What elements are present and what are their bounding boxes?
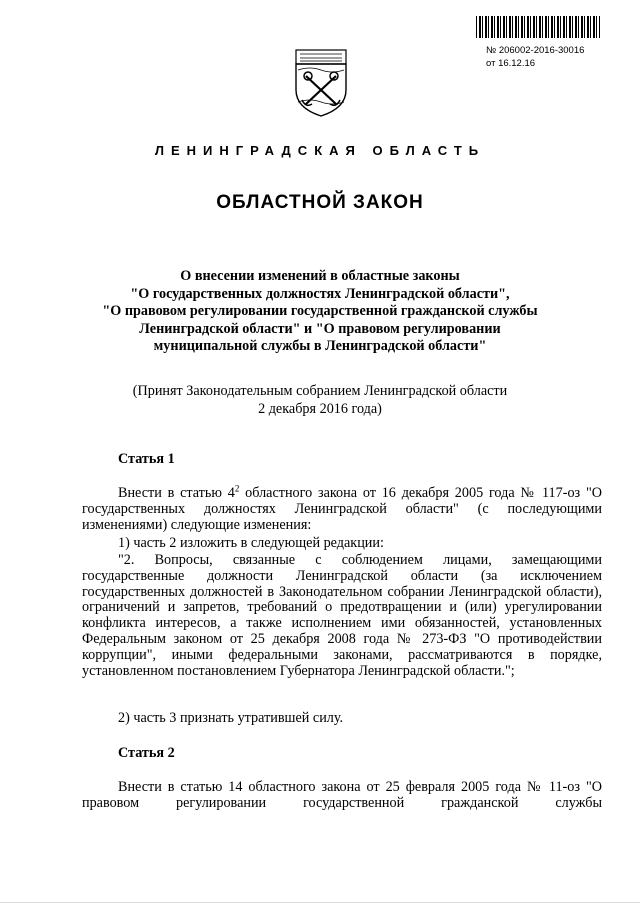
page-edge	[0, 902, 640, 903]
article-2-heading: Статья 2	[118, 745, 175, 761]
article-1-intro-pre: Внести в статью 4	[118, 485, 235, 501]
adoption-line: (Принят Законодательным собранием Ленинградской области	[132, 383, 508, 399]
article-1-heading: Статья 1	[118, 451, 175, 467]
article-1-item-1: 1) часть 2 изложить в следующей редакции:	[118, 535, 384, 551]
coat-of-arms-icon	[290, 46, 352, 118]
title-line: "О государственных должностях Ленинградской области",	[130, 285, 510, 302]
law-title	[60, 268, 580, 356]
registration-stamp	[486, 44, 584, 70]
adoption-note	[60, 383, 580, 418]
article-1-quote: "2. Вопросы, связанные с соблюдением лицами, замещающими государственные должности Ленинградской области (за исключением государственных должностей в Законодательном собрании Ленинградской области), ограничений и запретов, требований о предотвращении и (или) урегулировании конфликта интересов, а также исполнением ими обязанностей, установленных Федеральным законом от 25 декабря 2008 года № 273-ФЗ "О противодействии коррупции", иными федеральными законами, рассматриваются в порядке, установленном постановлением Губернатора Ленинградской области.";	[82, 552, 602, 679]
title-line: "О правовом регулировании государственной гражданской службы	[102, 303, 538, 319]
barcode	[476, 16, 600, 38]
article-1-intro-sup: 2	[234, 483, 240, 494]
article-1-intro	[82, 483, 602, 533]
article-1-item-2: 2) часть 3 признать утратившей силу.	[118, 710, 344, 726]
title-line: Ленинградской области" и "О правовом регулировании	[139, 320, 501, 337]
region-name: ЛЕНИНГРАДСКАЯ ОБЛАСТЬ	[154, 143, 486, 158]
title-line: О внесении изменений в областные законы	[180, 268, 460, 284]
adoption-line: 2 декабря 2016 года)	[258, 400, 382, 417]
article-1-intro-post: областного закона от 16 декабря 2005 года № 117-оз "О государственных должностях Ленинградской области" (с последующими изменениями) следующие изменения:	[82, 485, 602, 533]
title-line: муниципальной службы в Ленинградской области"	[153, 338, 487, 354]
document-type: ОБЛАСТНОЙ ЗАКОН	[216, 192, 424, 213]
article-2-intro: Внести в статью 14 областного закона от 25 февраля 2005 года № 11-оз "О правовом регулировании государственной гражданской службы	[82, 779, 602, 811]
registration-number: № 206002-2016-30016	[486, 45, 585, 56]
registration-date: от 16.12.16	[486, 58, 536, 69]
